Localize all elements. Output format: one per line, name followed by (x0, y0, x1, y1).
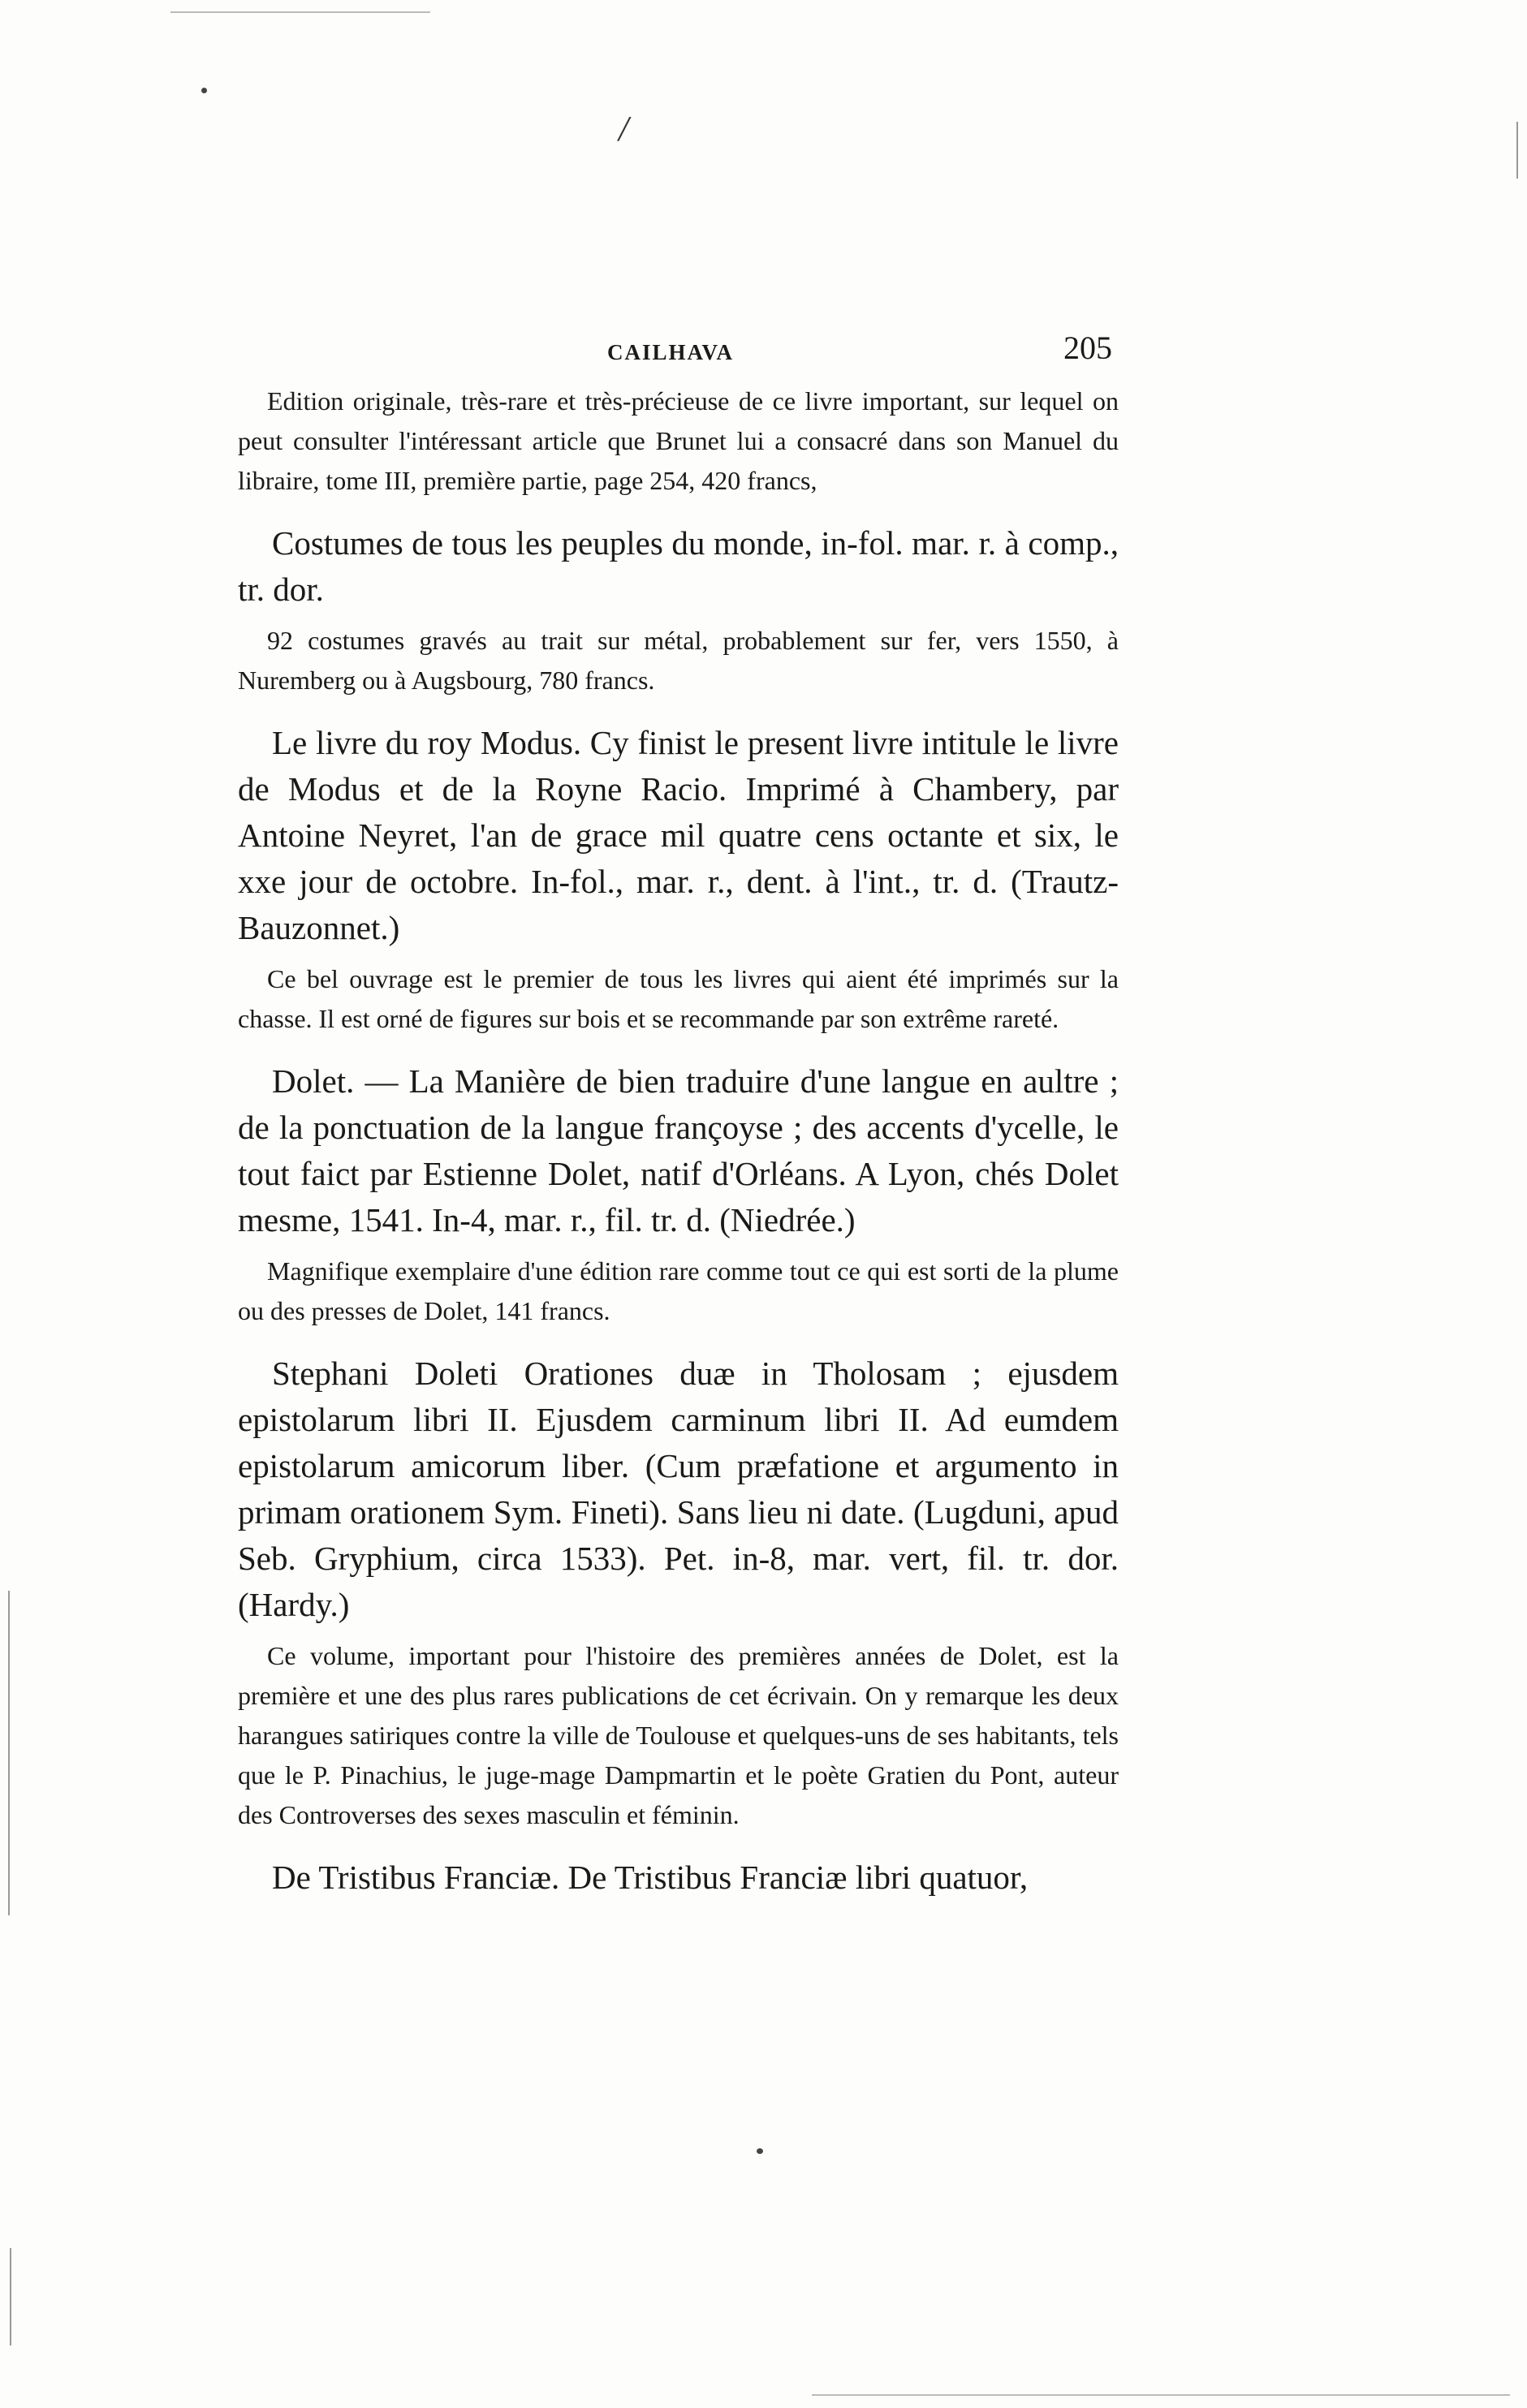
ink-speck (201, 88, 207, 93)
ink-speck (757, 2148, 763, 2154)
note-paragraph: 92 costumes gravés au trait sur métal, probablement sur fer, vers 1550, à Nuremberg ou à Augsbourg, 780 francs. (238, 626, 1119, 695)
top-scan-rule (170, 11, 430, 13)
top-mark: / (619, 109, 629, 149)
note-paragraph: Magnifique exemplaire d'une édition rare comme tout ce qui est sorti de la plume ou des presses de Dolet, 141 francs. (238, 1256, 1119, 1325)
left-margin-mark-lower (10, 2248, 11, 2346)
right-margin-mark (1516, 122, 1518, 179)
bottom-scan-rule (812, 2394, 1510, 2396)
entry-paragraph: De Tristibus Franciæ. De Tristibus Franciæ libri quatuor, (272, 1859, 1029, 1896)
entry-paragraph: Stephani Doleti Orationes duæ in Tholosam ; ejusdem epistolarum libri II. Ejusdem carminum libri II. Ad eumdem epistolarum amicorum liber. (Cum præfatione et argumento in primam orationem Sym. Fineti). Sans lieu ni date. (Lugduni, apud Seb. Gryphium, circa 1533). Pet. in-8, mar. vert, fil. tr. dor. (Hardy.) (238, 1355, 1119, 1623)
left-margin-mark (8, 1591, 10, 1915)
main-text (238, 381, 1119, 1909)
running-head: CAILHAVA (607, 340, 735, 364)
entry-paragraph: Dolet. — La Manière de bien traduire d'une langue en aultre ; de la ponctuation de la langue françoyse ; des accents d'ycelle, le tout faict par Estienne Dolet, natif d'Orléans. A Lyon, chés Dolet mesme, 1541. In-4, mar. r., fil. tr. d. (Niedrée.) (238, 1062, 1119, 1238)
page-number: 205 (1063, 330, 1112, 366)
entry-paragraph: Costumes de tous les peuples du monde, in-fol. mar. r. à comp., tr. dor. (238, 524, 1119, 608)
page-header (235, 329, 1112, 377)
note-paragraph: Edition originale, très-rare et très-précieuse de ce livre important, sur lequel on peut consulter l'intéressant article que Brunet lui a consacré dans son Manuel du libraire, tome III, première partie, page 254, 420 francs, (238, 386, 1119, 495)
note-paragraph: Ce volume, important pour l'histoire des premières années de Dolet, est la première et une des plus rares publications de cet écrivain. On y remarque les deux harangues satiriques contre la ville de Toulouse et quelques-uns de ses habitants, tels que le P. Pinachius, le juge-mage Dampmartin et le poète Gratien du Pont, auteur des Controverses des sexes masculin et féminin. (238, 1641, 1119, 1829)
note-paragraph: Ce bel ouvrage est le premier de tous les livres qui aient été imprimés sur la chasse. Il est orné de figures sur bois et se recommande par son extrême rareté. (238, 964, 1119, 1033)
entry-paragraph: Le livre du roy Modus. Cy finist le present livre intitule le livre de Modus et de la Royne Racio. Imprimé à Chambery, par Antoine Neyret, l'an de grace mil quatre cens octante et six, le xxe jour de octobre. In-fol., mar. r., dent. à l'int., tr. d. (Trautz-Bauzonnet.) (238, 724, 1119, 946)
